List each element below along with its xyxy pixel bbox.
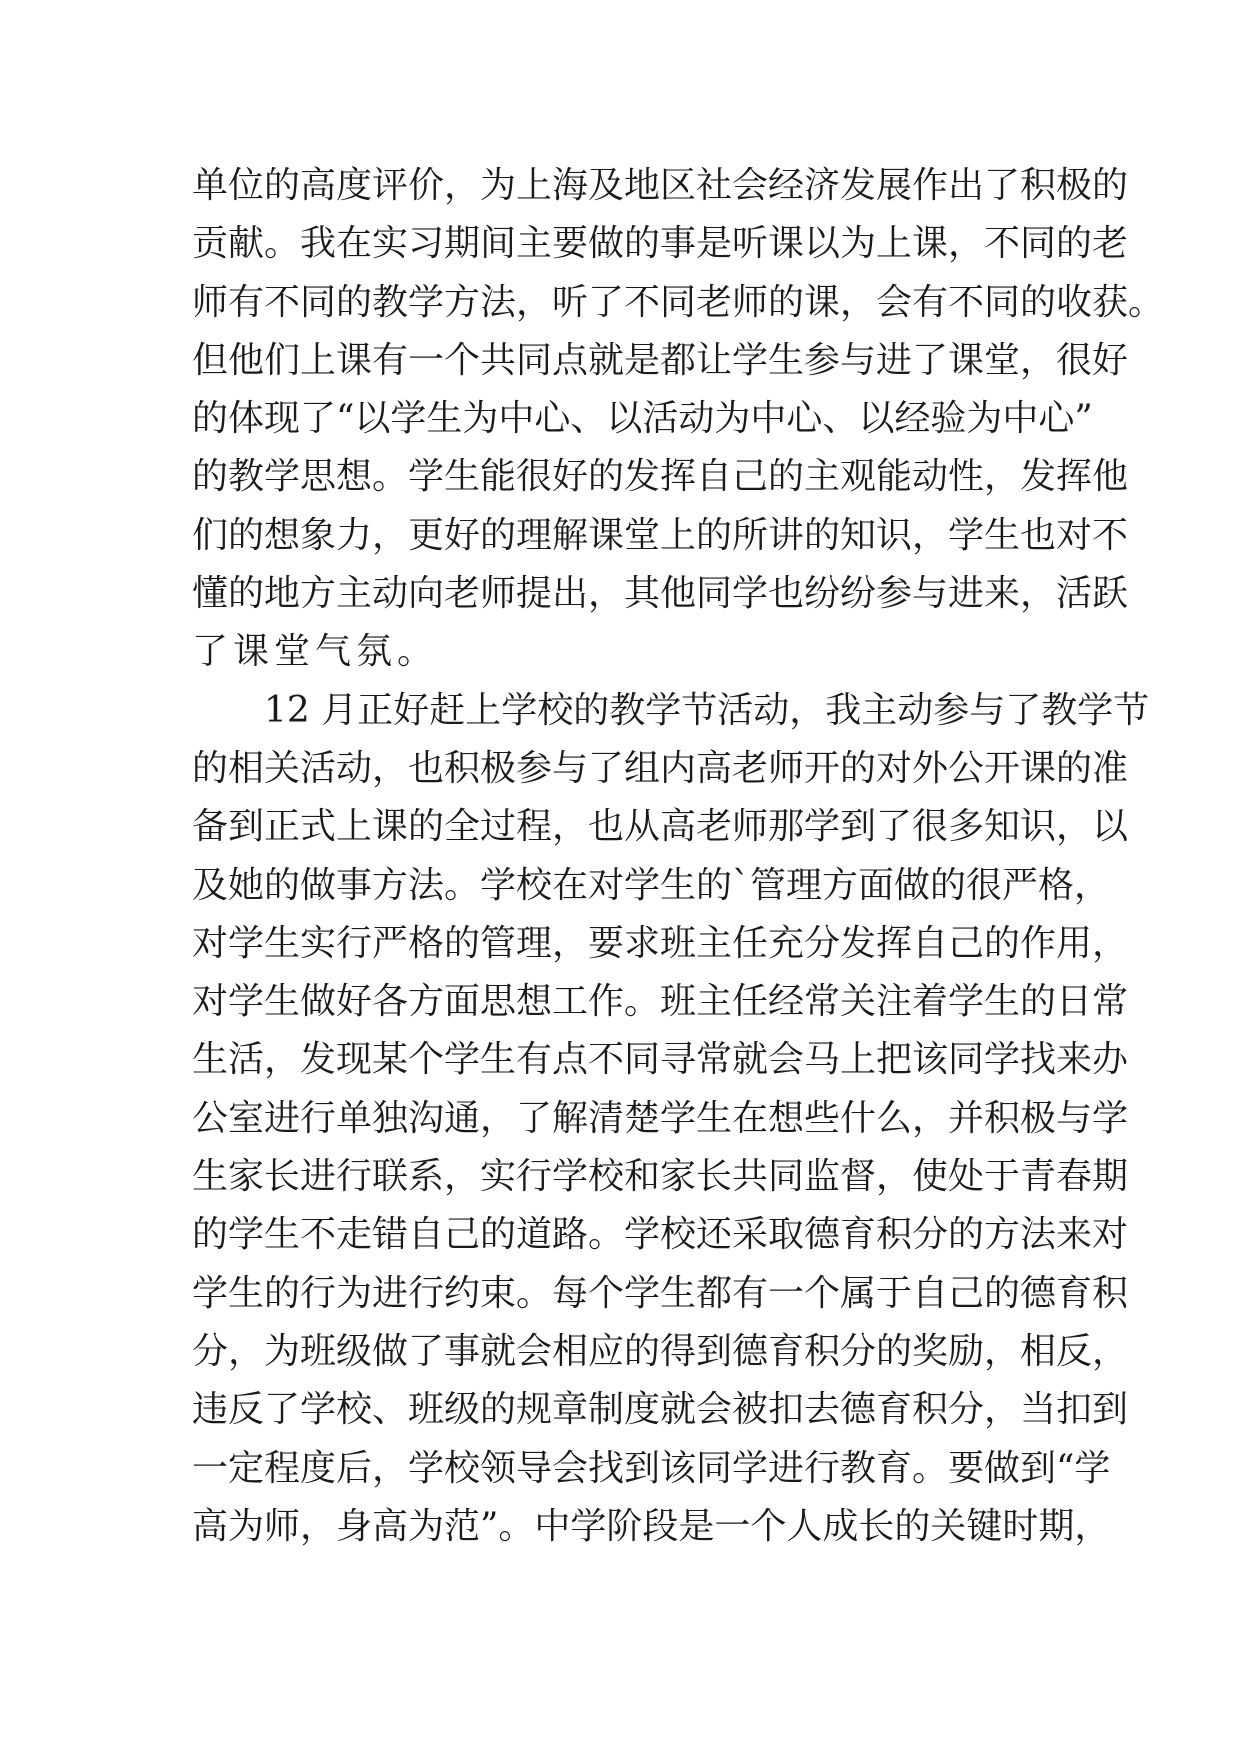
text-line: 违反了学校、班级的规章制度就会被扣去德育积分，当扣到 xyxy=(192,1389,1129,1431)
text-line: 单位的高度评价，为上海及地区社会经济发展作出了积极的 xyxy=(192,165,1129,206)
text-line: 公室进行单独沟通，了解清楚学生在想些什么，并积极与学 xyxy=(192,1097,1129,1139)
text-line: 懂的地方主动向老师提出，其他同学也纷纷参与进来，活跃 xyxy=(192,573,1129,615)
text-line: 生家长进行联系，实行学校和家长共同监督，使处于青春期 xyxy=(192,1156,1129,1198)
text-line: 师有不同的教学方法，听了不同老师的课，会有不同的收获。 xyxy=(192,281,1165,323)
text-line: 对学生做好各方面思想工作。班主任经常关注着学生的日常 xyxy=(192,981,1129,1023)
text-line: 学生的行为进行约束。每个学生都有一个属于自己的德育积 xyxy=(192,1272,1129,1314)
body-text xyxy=(192,157,1165,1556)
text-line: 备到正式上课的全过程，也从高老师那学到了很多知识，以 xyxy=(192,806,1129,848)
text-line: 贡献。我在实习期间主要做的事是听课以为上课，不同的老 xyxy=(192,223,1129,265)
text-line: 12 月正好赶上学校的教学节活动，我主动参与了教学节 xyxy=(192,689,1150,731)
text-line: 的相关活动，也积极参与了组内高老师开的对外公开课的准 xyxy=(192,747,1129,789)
text-line: 们的想象力，更好的理解课堂上的所讲的知识，学生也对不 xyxy=(192,514,1129,556)
text-line: 的体现了“以学生为中心、以活动为中心、以经验为中心” xyxy=(192,398,1093,440)
text-line: 分，为班级做了事就会相应的得到德育积分的奖励，相反， xyxy=(192,1330,1129,1372)
text-line: 高为师，身高为范”。中学阶段是一个人成长的关键时期， xyxy=(192,1505,1111,1547)
text-line: 生活，发现某个学生有点不同寻常就会马上把该同学找来办 xyxy=(192,1039,1129,1081)
text-line: 的学生不走错自己的道路。学校还采取德育积分的方法来对 xyxy=(192,1214,1129,1256)
text-line: 一定程度后，学校领导会找到该同学进行教育。要做到“学 xyxy=(192,1447,1111,1489)
text-line: 的教学思想。学生能很好的发挥自己的主观能动性，发挥他 xyxy=(192,456,1129,498)
text-line: 对学生实行严格的管理，要求班主任充分发挥自己的作用， xyxy=(192,922,1129,964)
text-line: 及她的做事方法。学校在对学生的`管理方面做的很严格， xyxy=(192,864,1111,906)
text-line: 但他们上课有一个共同点就是都让学生参与进了课堂，很好 xyxy=(192,339,1129,381)
text-line: 了课堂气氛。 xyxy=(192,631,439,673)
